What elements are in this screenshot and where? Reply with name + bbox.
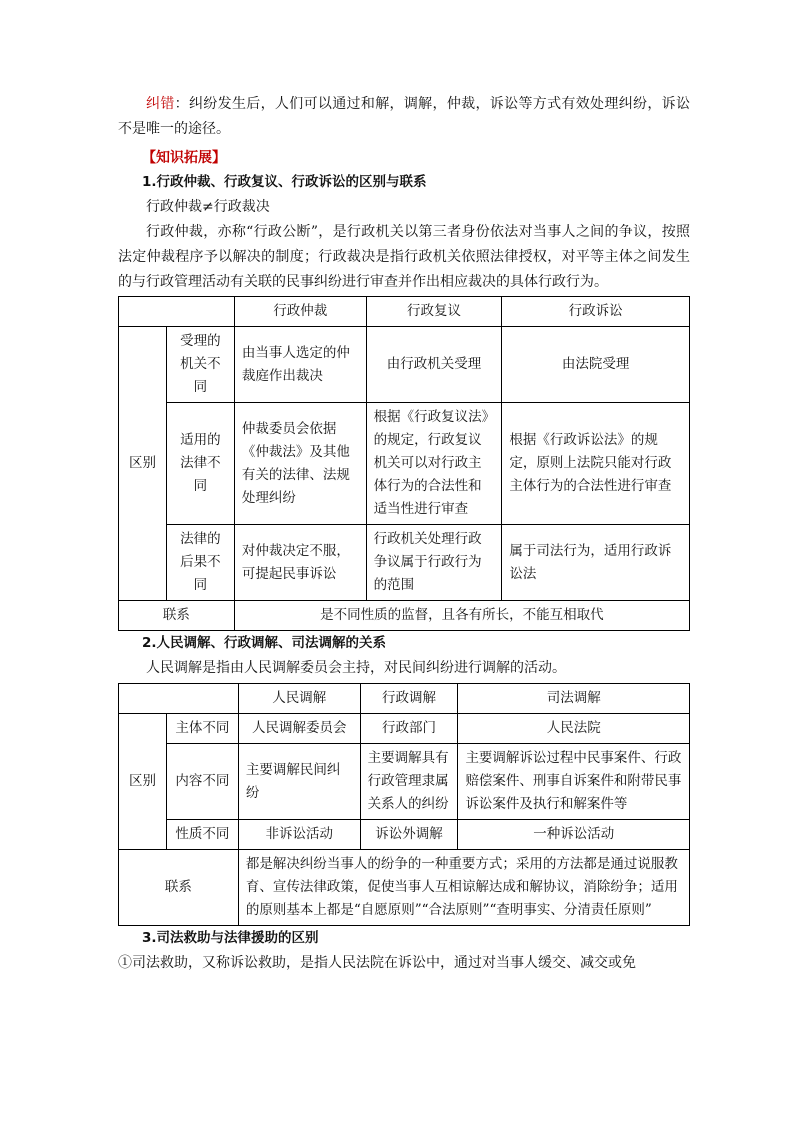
table-cell: 属于司法行为，适用行政诉讼法 xyxy=(502,525,690,601)
table-cell: 由行政机关受理 xyxy=(366,327,502,403)
section3-paragraph: ①司法救助，又称诉讼救助，是指人民法院在诉讼中，通过对当事人缓交、减交或免 xyxy=(118,955,636,971)
section2-paragraph: 人民调解是指由人民调解委员会主持，对民间纠纷进行调解的活动。 xyxy=(146,660,566,676)
table-cell xyxy=(119,684,239,714)
table-cell: 非诉讼活动 xyxy=(238,820,360,850)
table-cell: 人民法院 xyxy=(458,714,690,744)
row-label: 内容不同 xyxy=(166,744,238,820)
table-cell: 仲裁委员会依据《仲裁法》及其他有关的法律、法规处理纠纷 xyxy=(234,403,366,525)
table-cell: 对仲裁决定不服，可提起民事诉讼 xyxy=(234,525,366,601)
knowledge-expansion-title: 【知识拓展】 xyxy=(142,150,226,166)
table-cell: 行政部门 xyxy=(360,714,458,744)
section1-paragraph: 行政仲裁，亦称“行政公断”，是行政机关以第三者身份依法对当事人之间的争议，按照法定仲裁程序予以解决的制度；行政裁决是指行政机关依照法律授权，对平等主体之间发生的与行政管理活动有关联的民事纠纷进行审查并作出相应裁决的具体行政行为。 xyxy=(118,224,690,290)
section1-heading: 1.行政仲裁、行政复议、行政诉讼的区别与联系 xyxy=(142,174,427,190)
table-cell: 由法院受理 xyxy=(502,327,690,403)
table-row xyxy=(119,403,690,525)
table-row xyxy=(119,525,690,601)
table-cell: 主要调解诉讼过程中民事案件、行政赔偿案件、刑事自诉案件和附带民事诉讼案件及执行和解案件等 xyxy=(458,744,690,820)
row-label: 性质不同 xyxy=(166,820,238,850)
table-row xyxy=(119,850,690,926)
table-header: 人民调解 xyxy=(238,684,360,714)
row-label: 法律的后果不同 xyxy=(166,525,234,601)
table-header: 司法调解 xyxy=(458,684,690,714)
row-label: 适用的法律不同 xyxy=(166,403,234,525)
table-cell: 诉讼外调解 xyxy=(360,820,458,850)
table-row xyxy=(119,684,690,714)
group-label: 区别 xyxy=(119,714,167,850)
group-label: 区别 xyxy=(119,327,167,601)
link-label: 联系 xyxy=(119,601,235,631)
correction-label: 纠错 xyxy=(146,96,175,112)
table-header: 行政复议 xyxy=(366,297,502,327)
section2-heading: 2.人民调解、行政调解、司法调解的关系 xyxy=(142,635,387,651)
table-header: 行政诉讼 xyxy=(502,297,690,327)
table-cell xyxy=(119,297,235,327)
table-cell: 主要调解具有行政管理隶属关系人的纠纷 xyxy=(360,744,458,820)
comparison-table-2 xyxy=(118,683,690,926)
section1-subtitle: 行政仲裁≠行政裁决 xyxy=(146,199,270,215)
row-label: 主体不同 xyxy=(166,714,238,744)
table-cell: 行政机关处理行政争议属于行政行为的范围 xyxy=(366,525,502,601)
table-header: 行政仲裁 xyxy=(234,297,366,327)
section3-heading: 3.司法救助与法律援助的区别 xyxy=(142,930,319,946)
table-cell: 根据《行政复议法》的规定，行政复议机关可以对行政主体行为的合法性和适当性进行审查 xyxy=(366,403,502,525)
table-row xyxy=(119,297,690,327)
document-page xyxy=(118,92,690,976)
table-cell: 根据《行政诉讼法》的规定，原则上法院只能对行政主体行为的合法性进行审查 xyxy=(502,403,690,525)
correction-text: ：纠纷发生后，人们可以通过和解，调解，仲裁，诉讼等方式有效处理纠纷，诉讼不是唯一的途径。 xyxy=(118,96,691,137)
table-header: 行政调解 xyxy=(360,684,458,714)
table-cell: 主要调解民间纠纷 xyxy=(238,744,360,820)
link-text: 是不同性质的监督，且各有所长，不能互相取代 xyxy=(234,601,689,631)
table-row xyxy=(119,601,690,631)
row-label: 受理的机关不同 xyxy=(166,327,234,403)
link-label: 联系 xyxy=(119,850,239,926)
table-row xyxy=(119,714,690,744)
table-cell: 由当事人选定的仲裁庭作出裁决 xyxy=(234,327,366,403)
link-text: 都是解决纠纷当事人的纷争的一种重要方式；采用的方法都是通过说服教育、宣传法律政策，促使当事人互相谅解达成和解协议，消除纷争；适用的原则基本上都是“自愿原则”“合法原则”“查明事实、分清责任原则” xyxy=(238,850,689,926)
table-row xyxy=(119,820,690,850)
comparison-table-1 xyxy=(118,296,690,631)
correction-paragraph xyxy=(118,92,690,142)
table-cell: 人民调解委员会 xyxy=(238,714,360,744)
table-cell: 一种诉讼活动 xyxy=(458,820,690,850)
table-row xyxy=(119,744,690,820)
table-row xyxy=(119,327,690,403)
